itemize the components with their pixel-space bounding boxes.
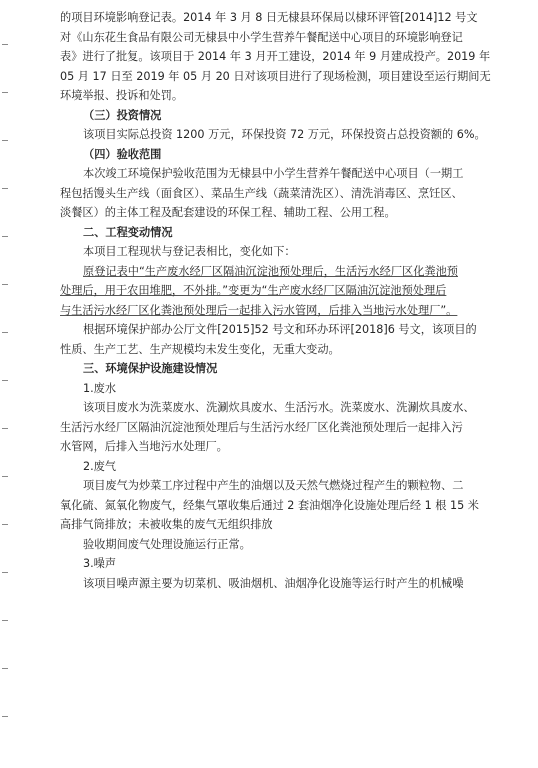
paragraph-line: 本次竣工环境保护验收范围为无棣县中小学生营养午餐配送中心项目（一期工 bbox=[83, 167, 464, 180]
paragraph-line: 环境举报、投诉和处罚。 bbox=[60, 89, 184, 102]
paragraph-line: 原登记表中“生产废水经厂区隔油沉淀池预处理后，生活污水经厂区化粪池预 bbox=[83, 264, 458, 278]
subheading-wastewater: 1.废水 bbox=[83, 381, 117, 395]
body-text bbox=[60, 8, 500, 593]
paragraph-line: 高排气筒排放；未被收集的废气无组织排放 bbox=[60, 518, 273, 531]
binding-margin-marks bbox=[2, 0, 12, 768]
section-heading-facilities: 三、环境保护设施建设情况 bbox=[83, 362, 218, 375]
paragraph-line: 性质、生产工艺、生产规模均未发生变化，无重大变动。 bbox=[60, 342, 340, 356]
paragraph-line: 项目废气为炒菜工序过程中产生的油烟以及天然气燃烧过程产生的颗粒物、二 bbox=[83, 479, 464, 492]
paragraph-line: 对《山东花生食品有限公司无棣县中小学生营养午餐配送中心项目的环境影响登记 bbox=[60, 30, 463, 44]
paragraph-line: 的项目环境影响登记表。2014 年 3 月 8 日无棣县环保局以棣环评管[2014]12 号文 bbox=[60, 11, 478, 24]
section-heading-investment: （三）投资情况 bbox=[83, 108, 162, 122]
paragraph-line: 淡餐区）的主体工程及配套建设的环保工程、辅助工程、公用工程。 bbox=[60, 206, 396, 219]
paragraph-line: 表》进行了批复。该项目于 2014 年 3 月开工建设，2014 年 9 月建成投产。2019 年 bbox=[60, 50, 491, 63]
paragraph-line: 程包括馒头生产线（面食区）、菜品生产线（蔬菜清洗区）、清洗消毒区、烹饪区、 bbox=[60, 186, 463, 200]
subheading-exhaust: 2.废气 bbox=[83, 459, 117, 473]
paragraph-line: 水管网，后排入当地污水处理厂。 bbox=[60, 440, 228, 453]
paragraph-line: 验收期间废气处理设施运行正常。 bbox=[83, 537, 251, 551]
paragraph-line: 05 月 17 日至 2019 年 05 月 20 日对该项目进行了现场检测，项目建设至运行期间无 bbox=[60, 69, 491, 83]
subheading-noise: 3.噪声 bbox=[83, 557, 117, 570]
paragraph-line: 根据环境保护部办公厅文件[2015]52 号文和环办环评[2018]6 号文，该项目的 bbox=[83, 323, 477, 336]
paragraph-line: 该项目废水为洗菜废水、洗涮炊具废水、生活污水。洗菜废水、洗涮炊具废水、 bbox=[83, 401, 475, 414]
paragraph-line: 该项目噪声源主要为切菜机、吸油烟机、油烟净化设施等运行时产生的机械噪 bbox=[83, 576, 464, 590]
section-heading-scope: （四）验收范围 bbox=[83, 147, 162, 161]
section-heading-changes: 二、工程变动情况 bbox=[83, 225, 173, 239]
paragraph-line: 该项目实际总投资 1200 万元，环保投资 72 万元，环保投资占总投资额的 6%。 bbox=[83, 128, 486, 141]
paragraph-line: 与生活污水经厂区化粪池预处理后一起排入污水管网，后排入当地污水处理厂”。 bbox=[60, 303, 458, 317]
paragraph-line: 本项目工程现状与登记表相比，变化如下： bbox=[83, 245, 296, 258]
paragraph-line: 处理后，用于农田堆肥，不外排。”变更为“生产废水经厂区隔油沉淀池预处理后 bbox=[60, 284, 447, 297]
paragraph-line: 氧化硫、氮氧化物废气，经集气罩收集后通过 2 套油烟净化设施处理后经 1 根 15 米 bbox=[60, 498, 479, 512]
paragraph-line: 生活污水经厂区隔油沉淀池预处理后与生活污水经厂区化粪池预处理后一起排入污 bbox=[60, 420, 463, 434]
